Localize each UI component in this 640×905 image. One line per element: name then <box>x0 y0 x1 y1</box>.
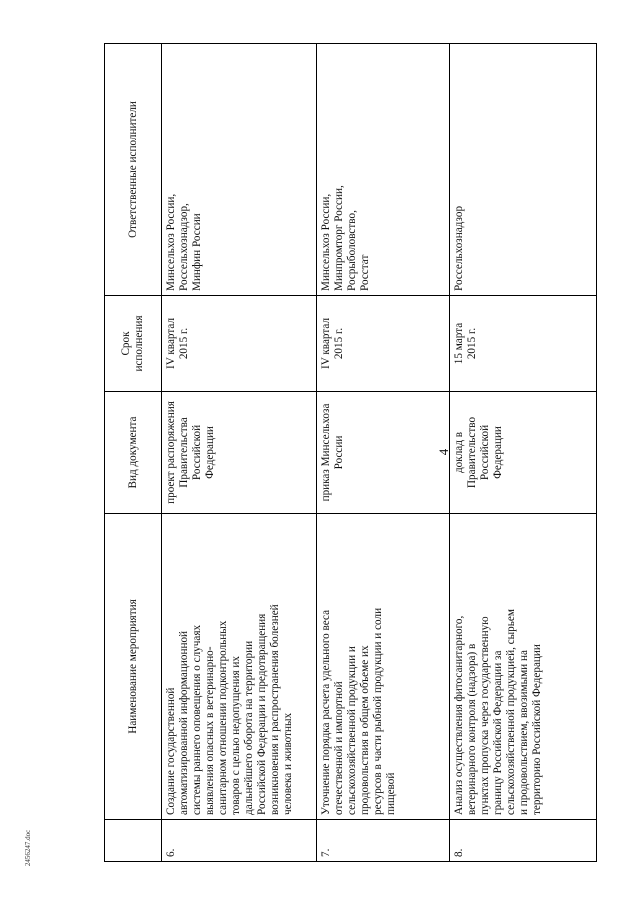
measure-name-cell <box>317 514 450 820</box>
table-row <box>450 44 597 862</box>
measure-name-line: системы раннего оповещения о случаях <box>191 624 203 815</box>
deadline-line: 2015 г. <box>333 327 345 360</box>
deadline-line: IV квартал <box>165 317 177 370</box>
measure-name-line: ветеринарного контроля (надзора) в <box>466 643 478 815</box>
document-type-line: Российской <box>479 424 491 481</box>
measure-name-line: территорию Российской Федерации <box>531 644 543 815</box>
measure-name-line: дальнейшего оборота на территории <box>243 640 255 815</box>
table-row <box>317 44 450 862</box>
measure-name-line: выявления опасных в ветеринарно- <box>204 646 216 815</box>
measure-name-line: товаров с целью недопущения их <box>230 655 242 815</box>
document-type-cell <box>317 392 450 514</box>
measure-name-line: человека и животных <box>282 712 294 815</box>
header-term-line: Срок <box>120 331 132 356</box>
document-type-line: Федерации <box>204 426 216 479</box>
measure-name-cell <box>450 514 597 820</box>
measure-name-line: санитарном отношении подконтрольных <box>217 620 229 815</box>
document-type-line: России <box>333 435 345 470</box>
measure-name-line: Анализ осуществления фитосанитарного, <box>453 615 465 815</box>
header-term-line: исполнения <box>133 315 145 372</box>
header-name: Наименование мероприятия <box>105 514 162 820</box>
document-type-line: доклад в <box>453 431 465 474</box>
document-type-line: Федерации <box>492 426 504 479</box>
document-type-line: приказ Минсельхоза <box>320 403 332 502</box>
measure-name-line: ресурсов в части рыбной продукции и соли <box>372 607 384 815</box>
responsible-line: Минпромторг России, <box>333 185 345 291</box>
table-row <box>162 44 317 862</box>
measure-name-line: пунктах пропуска через государственную <box>479 616 491 815</box>
measure-name-line: сельскохозяйственной продукцией, сырьем <box>505 609 517 815</box>
document-type-line: Правительства <box>178 417 190 488</box>
measure-name-line: возникновения и распространения болезней <box>269 604 281 815</box>
document-type-line: Правительство <box>466 416 478 489</box>
responsible-cell <box>162 44 317 296</box>
measure-name-line: Уточнение порядка расчета удельного веса <box>320 609 332 815</box>
table-header-row <box>105 44 162 862</box>
responsible-line: Росрыболовство, <box>346 210 358 291</box>
header-term <box>105 296 162 392</box>
deadline-line: IV квартал <box>320 317 332 370</box>
deadline-cell <box>162 296 317 392</box>
deadline-cell <box>317 296 450 392</box>
header-doc: Вид документа <box>105 392 162 514</box>
measure-name-cell <box>162 514 317 820</box>
document-type-line: Российской <box>191 424 203 481</box>
responsible-line: Россельхознадзор, <box>178 203 190 291</box>
row-number: 8. <box>450 820 597 862</box>
deadline-line: 2015 г. <box>466 327 478 360</box>
responsible-line: Россельхознадзор <box>453 205 465 291</box>
responsible-line: Минсельхоз России, <box>165 193 177 291</box>
measure-name-line: Создание государственной <box>165 687 177 815</box>
document-type-cell <box>162 392 317 514</box>
measure-name-line: Российской Федерации и предотвращения <box>256 613 268 815</box>
measure-name-line: и продовольствием, ввозимыми на <box>518 650 530 815</box>
responsible-line: Минсельхоз России, <box>320 193 332 291</box>
row-number: 7. <box>317 820 450 862</box>
document-type-cell <box>450 392 597 514</box>
row-number: 6. <box>162 820 317 862</box>
document-type-line: проект распоряжения <box>165 401 177 504</box>
measure-name-line: границу Российской Федерации за <box>492 650 504 815</box>
measure-name-line: продовольствия в общем объеме их <box>359 645 371 815</box>
table-container <box>104 44 584 862</box>
measures-table <box>104 43 597 862</box>
measure-name-line: пищевой <box>385 772 397 815</box>
document-code: 2456247.doc <box>24 829 32 867</box>
deadline-line: 2015 г. <box>178 327 190 360</box>
deadline-line: 15 марта <box>453 322 465 365</box>
responsible-cell <box>450 44 597 296</box>
measure-name-line: сельскохозяйственной продукции и <box>346 646 358 815</box>
page-number: 4 <box>436 448 451 456</box>
responsible-line: Росстат <box>359 254 371 291</box>
responsible-line: Минфин России <box>191 213 203 291</box>
header-num <box>105 820 162 862</box>
measure-name-line: автоматизированной информационной <box>178 630 190 815</box>
measure-name-line: отечественной и импортной <box>333 681 345 815</box>
responsible-cell <box>317 44 450 296</box>
header-resp: Ответственные исполнители <box>105 44 162 296</box>
deadline-cell <box>450 296 597 392</box>
